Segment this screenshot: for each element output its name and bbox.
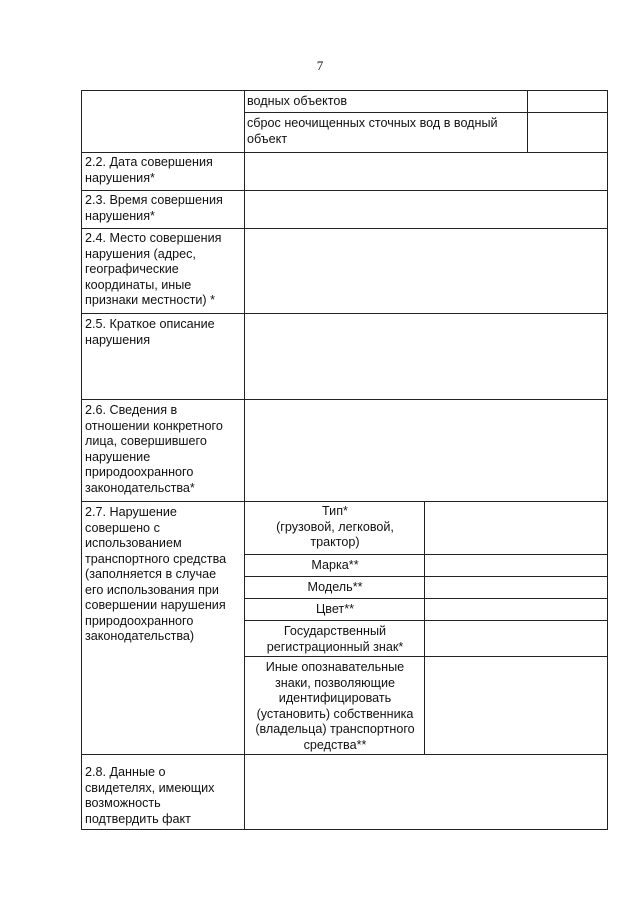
- top-row-text: сброс неочищенных сточных вод в водный объект: [247, 116, 498, 146]
- table-border-top: [81, 90, 608, 91]
- row-divider: [81, 313, 608, 314]
- row-divider: [81, 228, 608, 229]
- row-divider: [81, 152, 608, 153]
- vehicle-field-color: Цвет**: [315, 602, 355, 616]
- subrow-divider: [244, 112, 608, 113]
- row-divider: [81, 501, 608, 502]
- row-divider: [81, 190, 608, 191]
- row-divider: [81, 754, 608, 755]
- table-border-right: [607, 90, 608, 829]
- top-row-text: водных объектов: [247, 94, 348, 108]
- section-2-6-label: 2.6. Сведения в отношении конкретного лица, совершившего нарушение природоохранного законодательства*: [85, 403, 223, 495]
- subrow-divider: [244, 554, 608, 555]
- column-divider: [424, 501, 425, 754]
- table-border-bottom: [81, 829, 608, 830]
- column-divider: [244, 90, 245, 829]
- section-2-5-label: 2.5. Краткое описание нарушения: [85, 317, 215, 347]
- vehicle-field-other-marks: Иные опознавательные знаки, позволяющие идентифицировать (установить) собственника (владельца) транспортного средства**: [255, 660, 415, 752]
- row-divider: [81, 399, 608, 400]
- table-border-left: [81, 90, 82, 829]
- section-2-7-label: 2.7. Нарушение совершено с использованием транспортного средства (заполняется в случае его использования при совершении нарушения природоохранного законодательства): [85, 505, 227, 643]
- vehicle-field-model: Модель**: [307, 580, 363, 594]
- section-2-3-label: 2.3. Время совершения нарушения*: [85, 193, 223, 223]
- subrow-divider: [244, 576, 608, 577]
- violation-form-table: [81, 90, 608, 829]
- column-divider: [527, 90, 528, 152]
- subrow-divider: [244, 656, 608, 657]
- vehicle-field-plate: Государственный регистрационный знак*: [266, 624, 404, 654]
- section-2-8-label: 2.8. Данные о свидетелях, имеющих возможность подтвердить факт: [85, 765, 215, 826]
- section-2-4-label: 2.4. Место совершения нарушения (адрес, географические координаты, иные признаки местности) *: [85, 231, 222, 307]
- vehicle-field-type: Тип* (грузовой, легковой, трактор): [276, 504, 394, 549]
- vehicle-field-brand: Марка**: [311, 558, 359, 572]
- section-2-2-label: 2.2. Дата совершения нарушения*: [85, 155, 213, 185]
- page-number: 7: [316, 58, 324, 73]
- subrow-divider: [244, 620, 608, 621]
- subrow-divider: [244, 598, 608, 599]
